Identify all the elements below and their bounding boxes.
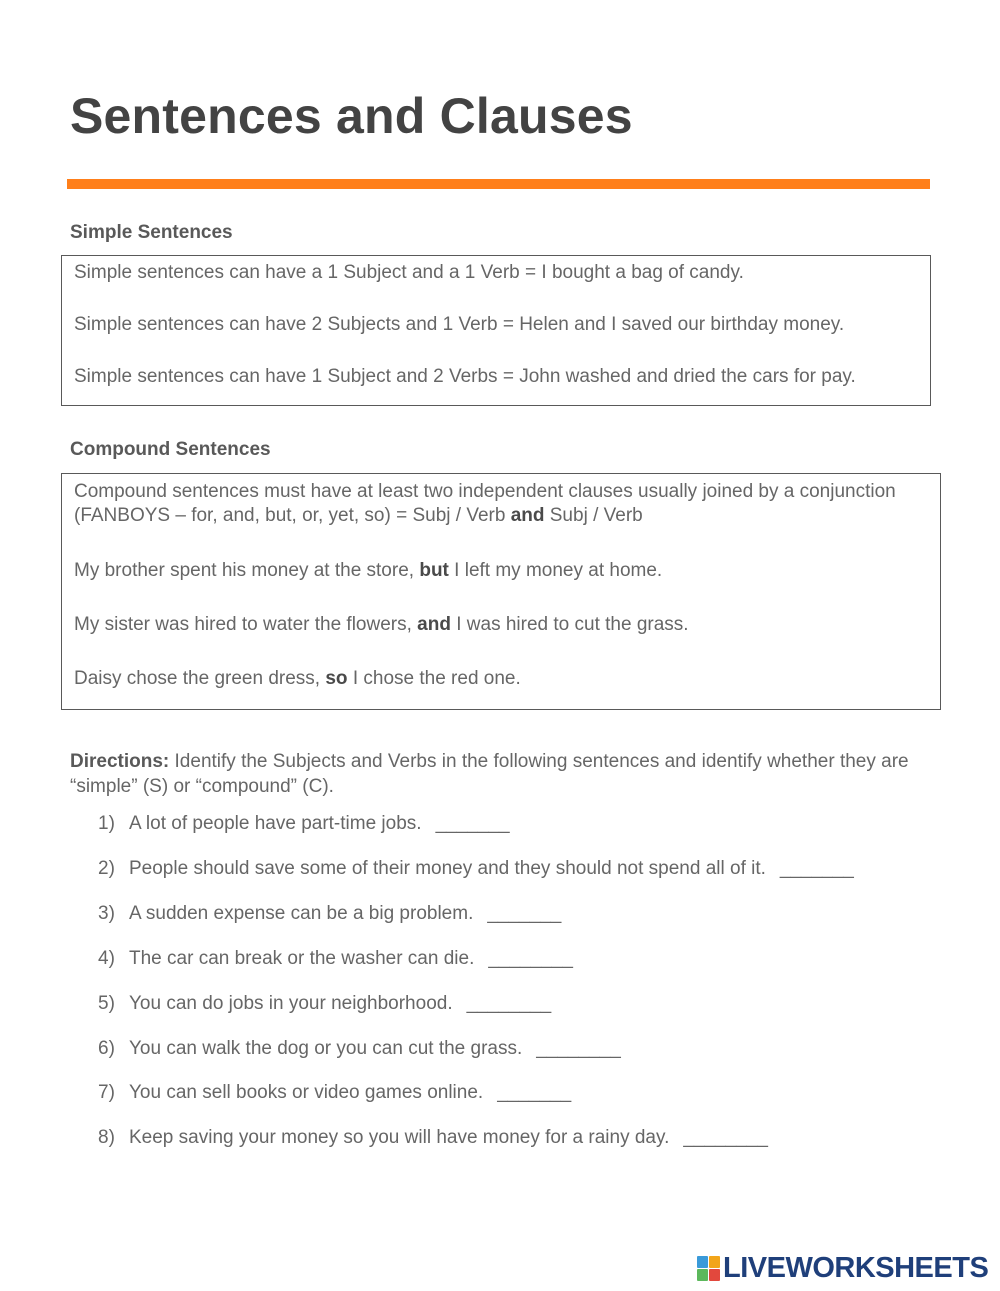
- question-item: [98, 902, 561, 926]
- liveworksheets-brand: [697, 1252, 988, 1285]
- question-number: 5): [98, 993, 115, 1014]
- question-text: You can sell books or video games online.: [129, 1082, 484, 1103]
- question-number: 2): [98, 858, 115, 879]
- example-clause: I left my money at home.: [448, 560, 663, 581]
- example-conjunction: but: [419, 560, 449, 581]
- liveworksheets-logo-icon: [697, 1256, 720, 1281]
- answer-blank[interactable]: ________: [683, 1127, 768, 1148]
- simple-sentences-heading: Simple Sentences: [70, 222, 233, 243]
- page-title: Sentences and Clauses: [70, 88, 633, 144]
- question-text: Keep saving your money so you will have money for a rainy day.: [129, 1127, 670, 1148]
- compound-example-line: [74, 613, 928, 637]
- question-item: [98, 812, 510, 836]
- answer-blank[interactable]: ________: [466, 993, 552, 1014]
- answer-blank[interactable]: ________: [536, 1038, 621, 1059]
- example-clause: I was hired to cut the grass.: [450, 614, 689, 635]
- question-item: [98, 1037, 621, 1061]
- answer-blank[interactable]: _______: [487, 903, 562, 924]
- question-item: [98, 947, 573, 971]
- simple-example-line: Simple sentences can have 1 Subject and 2 Verbs = John washed and dried the cars for pay.: [74, 366, 856, 387]
- example-clause: I chose the red one.: [347, 668, 521, 689]
- directions-label: Directions:: [70, 751, 170, 772]
- question-number: 7): [98, 1082, 115, 1103]
- question-item: [98, 1126, 768, 1150]
- example-conjunction: and: [417, 614, 451, 635]
- question-text: A lot of people have part-time jobs.: [129, 813, 422, 834]
- question-text: You can do jobs in your neighborhood.: [129, 993, 453, 1014]
- answer-blank[interactable]: _______: [497, 1082, 572, 1103]
- question-item: [98, 1081, 571, 1105]
- answer-blank[interactable]: _______: [435, 813, 510, 834]
- compound-example-line: [74, 667, 928, 691]
- answer-blank[interactable]: ________: [488, 948, 573, 969]
- question-item: [98, 992, 551, 1016]
- question-number: 6): [98, 1038, 115, 1059]
- simple-example-line: Simple sentences can have 2 Subjects and 1 Verb = Helen and I saved our birthday money.: [74, 314, 845, 335]
- directions-text: Identify the Subjects and Verbs in the following sentences and identify whether they are “simple” (S) or “compound” (C).: [70, 751, 909, 797]
- compound-intro: [74, 480, 928, 528]
- question-text: People should save some of their money and they should not spend all of it.: [129, 858, 766, 879]
- compound-example-line: [74, 559, 928, 583]
- example-clause: Daisy chose the green dress,: [74, 668, 326, 689]
- answer-blank[interactable]: _______: [779, 858, 854, 879]
- question-number: 4): [98, 948, 115, 969]
- compound-sentences-box: [61, 473, 941, 710]
- directions: [70, 749, 930, 799]
- title-divider: [67, 179, 930, 189]
- compound-intro-text: Compound sentences must have at least two independent clauses usually joined by a conjunction (FANBOYS – for, and, but, or, yet, so) = Subj / Verb: [74, 481, 896, 526]
- question-text: The car can break or the washer can die.: [129, 948, 475, 969]
- example-clause: My sister was hired to water the flowers,: [74, 614, 418, 635]
- example-conjunction: so: [325, 668, 348, 689]
- compound-sentences-heading: Compound Sentences: [70, 439, 271, 460]
- question-number: 3): [98, 903, 115, 924]
- compound-intro-tail: Subj / Verb: [544, 505, 643, 526]
- question-text: A sudden expense can be a big problem.: [129, 903, 474, 924]
- simple-example-line: Simple sentences can have a 1 Subject and a 1 Verb = I bought a bag of candy.: [74, 262, 744, 283]
- question-number: 8): [98, 1127, 115, 1148]
- question-number: 1): [98, 813, 115, 834]
- brand-name: LIVEWORKSHEETS: [723, 1252, 989, 1284]
- simple-sentences-box: [61, 255, 931, 406]
- question-item: [98, 857, 854, 881]
- compound-intro-conjunction: and: [510, 505, 545, 526]
- question-text: You can walk the dog or you can cut the grass.: [129, 1038, 523, 1059]
- example-clause: My brother spent his money at the store,: [74, 560, 420, 581]
